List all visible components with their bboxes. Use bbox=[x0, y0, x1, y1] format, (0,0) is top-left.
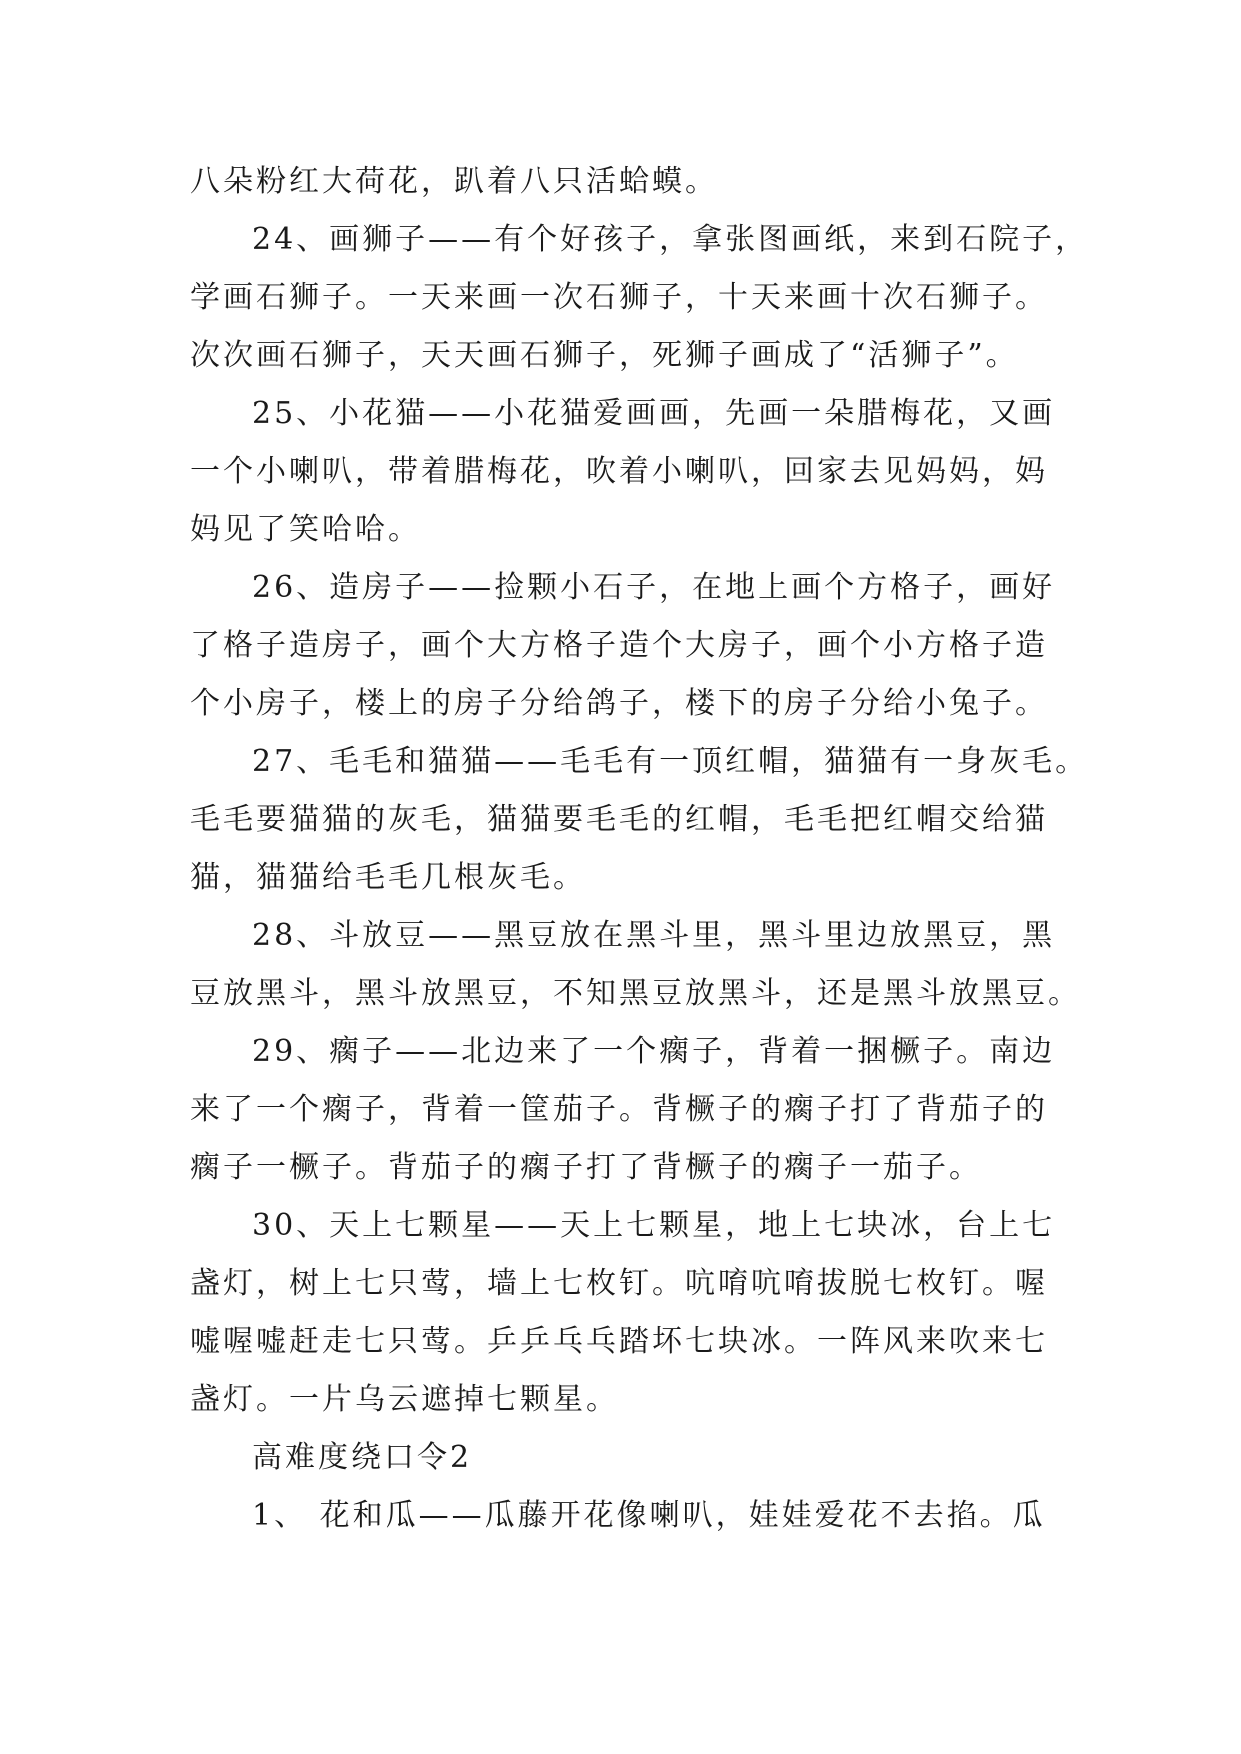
text-line: 26、造房子——捡颗小石子，在地上画个方格子，画好 bbox=[252, 570, 1056, 605]
text-line: 30、天上七颗星——天上七颗星，地上七块冰，台上七 bbox=[252, 1208, 1056, 1243]
text-line: 盏灯，树上七只莺，墙上七枚钉。吭唷吭唷拔脱七枚钉。喔 bbox=[190, 1266, 1048, 1301]
text-line: 八朵粉红大荷花，趴着八只活蛤蟆。 bbox=[190, 164, 718, 199]
text-line: 1、 花和瓜——瓜藤开花像喇叭，娃娃爱花不去掐。瓜 bbox=[252, 1498, 1046, 1533]
text-line: 盏灯。一片乌云遮掉七颗星。 bbox=[190, 1382, 619, 1417]
text-line: 毛毛要猫猫的灰毛，猫猫要毛毛的红帽，毛毛把红帽交给猫 bbox=[190, 802, 1048, 837]
text-line: 一个小喇叭，带着腊梅花，吹着小喇叭，回家去见妈妈，妈 bbox=[190, 454, 1048, 489]
text-line: 学画石狮子。一天来画一次石狮子，十天来画十次石狮子。 bbox=[190, 280, 1048, 315]
text-line: 25、小花猫——小花猫爱画画，先画一朵腊梅花，又画 bbox=[252, 396, 1056, 431]
text-line: 豆放黑斗，黑斗放黑豆，不知黑豆放黑斗，还是黑斗放黑豆。 bbox=[190, 976, 1081, 1011]
text-line: 来了一个瘸子，背着一筐茄子。背橛子的瘸子打了背茄子的 bbox=[190, 1092, 1048, 1127]
text-line: 妈见了笑哈哈。 bbox=[190, 512, 421, 547]
text-line: 28、斗放豆——黑豆放在黑斗里，黑斗里边放黑豆，黑 bbox=[252, 918, 1056, 953]
text-line: 嘘喔嘘赶走七只莺。乒乒乓乓踏坏七块冰。一阵风来吹来七 bbox=[190, 1324, 1048, 1359]
text-line: 27、毛毛和猫猫——毛毛有一顶红帽，猫猫有一身灰毛。 bbox=[252, 744, 1089, 779]
text-line: 猫，猫猫给毛毛几根灰毛。 bbox=[190, 860, 586, 895]
text-line: 瘸子一橛子。背茄子的瘸子打了背橛子的瘸子一茄子。 bbox=[190, 1150, 982, 1185]
text-line: 29、瘸子——北边来了一个瘸子，背着一捆橛子。南边 bbox=[252, 1034, 1056, 1069]
text-line: 次次画石狮子，天天画石狮子，死狮子画成了“活狮子”。 bbox=[190, 338, 1019, 373]
text-line: 了格子造房子，画个大方格子造个大房子，画个小方格子造 bbox=[190, 628, 1048, 663]
section-heading: 高难度绕口令2 bbox=[252, 1440, 473, 1475]
text-line: 个小房子，楼上的房子分给鸽子，楼下的房子分给小兔子。 bbox=[190, 686, 1048, 721]
text-line: 24、画狮子——有个好孩子，拿张图画纸，来到石院子， bbox=[252, 222, 1089, 257]
